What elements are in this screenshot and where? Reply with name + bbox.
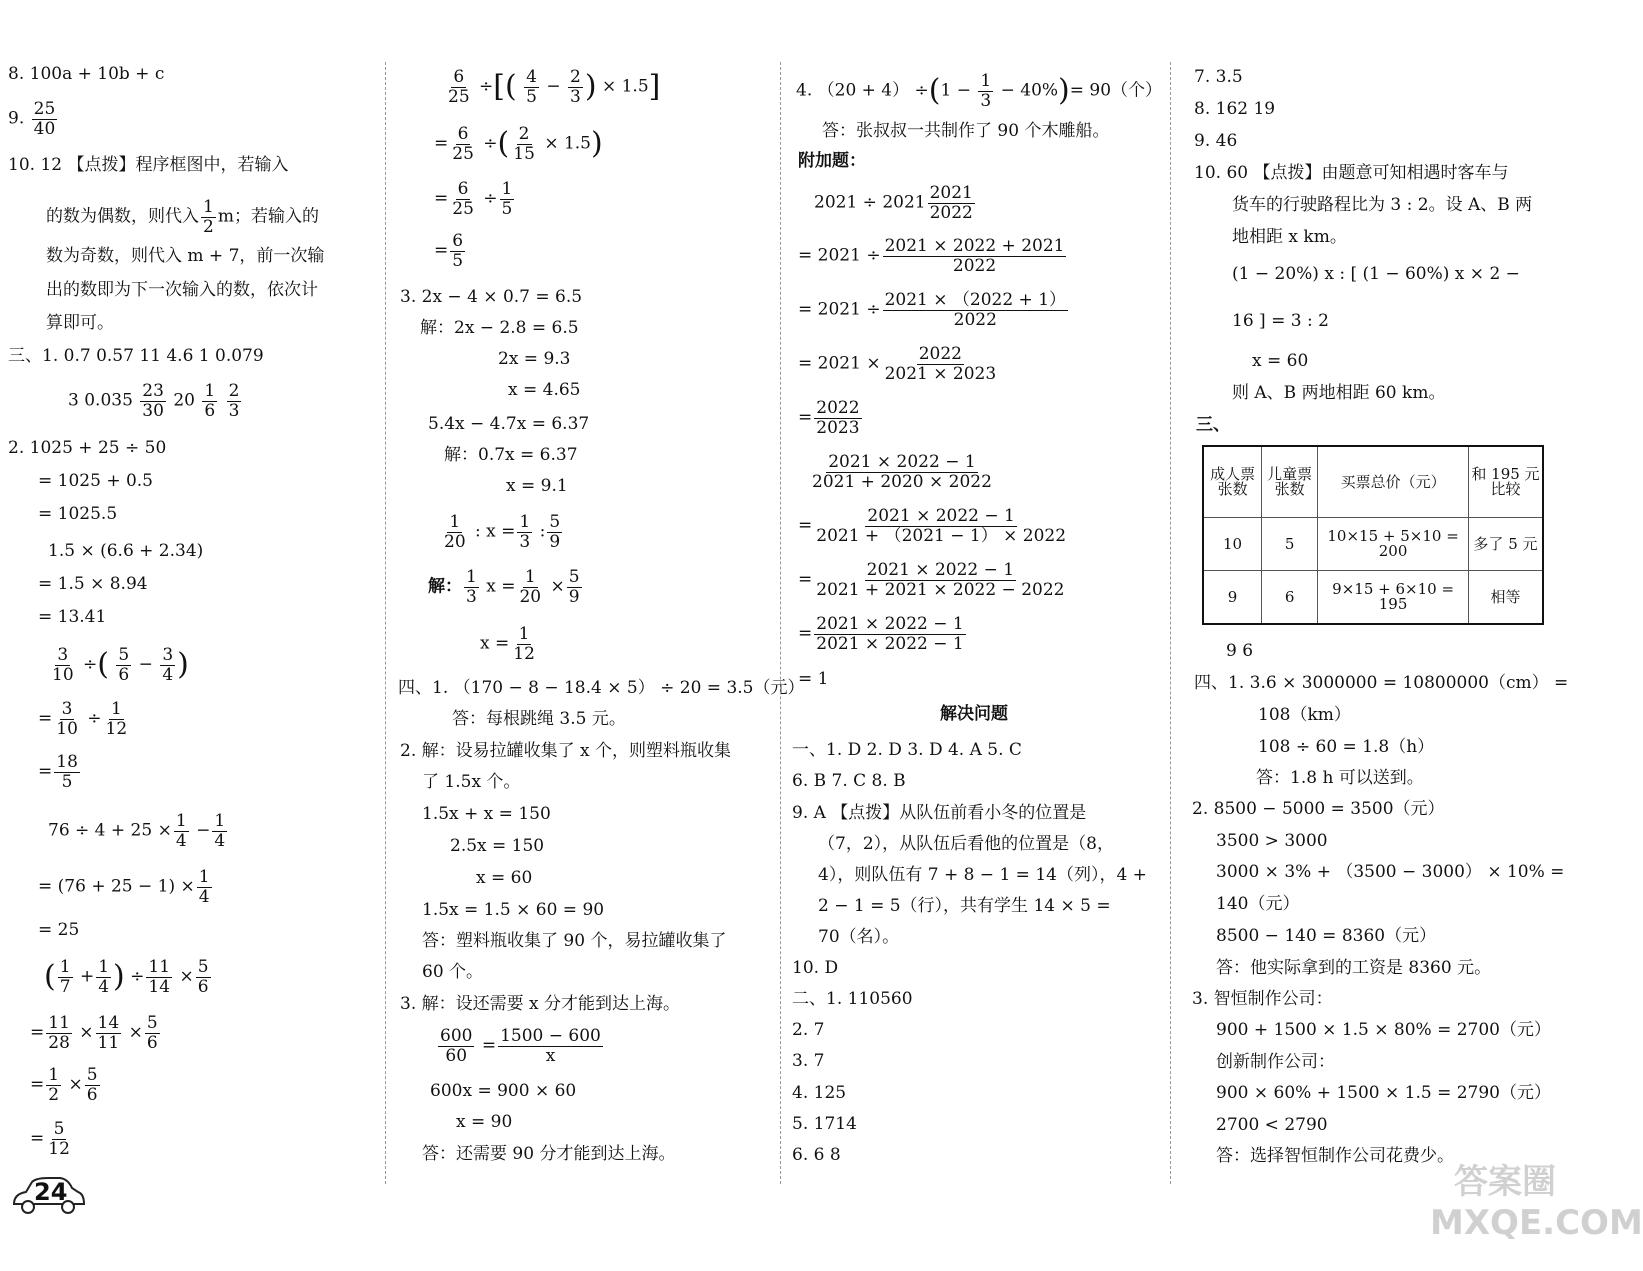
calc-step: = 2021 × $\frac{2022}{2021 \times 2023}$ [798,344,997,384]
calc-step: 3500 > 3000 [1216,831,1328,851]
column-2 [390,0,805,1271]
answer-9: 9. $\frac{25}{40}$ [8,99,56,139]
answer-line: 5. 1714 [792,1114,857,1134]
table-cell: 5 [1262,518,1318,571]
calc-step: = $\frac{6}{5}$ [434,231,464,271]
answer-2: 2. 解：设易拉罐收集了 x 个，则塑料瓶收集 [400,741,732,761]
column-divider [780,62,781,1184]
answer-3: 3. 2x − 4 × 0.7 = 6.5 [400,287,583,307]
bonus-heading: 附加题： [798,151,866,171]
watermark-logo [1430,1162,1643,1262]
column-3 [788,0,1168,1271]
table-header: 儿童票张数 [1262,446,1318,518]
answer-8: 8. 100a + 10b + c [8,64,165,84]
calc-step: = 2021 ÷ $\frac{2021 \times (2022 + 1)}{2022}$ [798,290,1067,330]
column-divider [385,62,386,1184]
calc-step: 600x = 900 × 60 [430,1081,577,1101]
calc-step: 76 ÷ 4 + 25 × $\frac{1}{4}$ − $\frac{1}{4}$ [48,811,226,851]
calc-step: 1.5 × (6.6 + 2.34) [48,541,204,561]
page-number-car-icon [8,1176,86,1216]
calc-step: = $\frac{5}{12}$ [30,1119,70,1159]
text-line: 的数为偶数，则代入 $\frac{1}{2}$ m；若输入的 [46,197,319,237]
watermark-text: 答案圈 MXQE.COM [1430,1162,1643,1243]
calc-step: = $\frac{1}{2}$ × $\frac{5}{6}$ [30,1065,98,1105]
calc-step: $\frac{6}{25}$ ÷[( $\frac{4}{5}$ − $\frac{2}{3}$ ) × 1.5] [448,67,661,107]
answer-text: 答：张叔叔一共制作了 90 个木雕船。 [822,121,1110,141]
answer-3: 3. 智恒制作公司： [1192,989,1333,1009]
ticket-table [1202,445,1544,625]
calc-step: $\frac{3}{10}$ ÷( $\frac{5}{6}$ − $\frac{3}{4}$ ) [52,645,189,685]
section-2-answer-1: 二、1. 110560 [792,989,913,1009]
answer-line: 3. 7 [792,1051,825,1071]
calc-step: (1 − 20%) x : [ (1 − 60%) x × 2 − [1232,264,1520,284]
answer-9: 9. A 【点拨】从队伍前看小冬的位置是 [792,803,1087,823]
answer-line: 4. 125 [792,1083,847,1103]
table-cell: 10×15 + 5×10 = 200 [1318,518,1469,571]
calc-step: $\frac{1}{20}$ : x = $\frac{1}{3}$ : $\frac{5}{9}$ [444,512,561,552]
answer-10: 10. 60 【点拨】由题意可知相遇时客车与 [1194,163,1509,183]
table-cell: 相等 [1468,571,1543,625]
calc-step: 108（km） [1258,705,1351,725]
answer-text: 答：他实际拿到的工资是 8360 元。 [1216,958,1492,978]
text-line: 出的数即为下一次输入的数，依次计 [46,280,318,300]
calc-step: = $\frac{3}{10}$ ÷ $\frac{1}{12}$ [38,699,128,739]
answer-text: 答：选择智恒制作公司花费少。 [1216,1146,1454,1166]
table-header-row [1203,446,1543,518]
column-divider [1170,62,1171,1184]
answer-text: 答：1.8 h 可以送到。 [1256,768,1424,788]
table-cell: 多了 5 元 [1468,518,1543,571]
calc-step: 解： $\frac{1}{3}$ x = $\frac{1}{20}$ × $\frac{5}{9}$ [428,567,580,607]
answer-3: 3. 解：设还需要 x 分才能到达上海。 [400,994,681,1014]
calc-step: x = 60 [1252,351,1309,371]
table-header: 买票总价（元） [1318,446,1469,518]
table-row [1203,518,1543,571]
calc-step: 2.5x = 150 [450,836,545,856]
text-line: 数为奇数，则代入 m + 7，前一次输 [46,246,325,266]
calc-step: 3000 × 3% + （3500 − 3000） × 10% = [1216,862,1565,882]
calc-step: 1.5x = 1.5 × 60 = 90 [422,900,605,920]
text-line: 2 − 1 = 5（行），共有学生 14 × 5 = [818,896,1111,916]
answer-line: 6. 6 8 [792,1145,841,1165]
text-line: 4），则队伍有 7 + 8 − 1 = 14（列），4 + [818,865,1147,885]
calc-step: 900 × 60% + 1500 × 1.5 = 2790（元） [1216,1083,1552,1103]
text-line: 货车的行驶路程比为 3 : 2。设 A、B 两 [1232,195,1533,215]
table-cell: 10 [1203,518,1262,571]
calc-step: 16 ] = 3 : 2 [1232,311,1329,331]
answer-10: 10. 12 【点拨】程序框图中，若输入 [8,155,289,175]
section-3-answer-2: 2. 1025 + 25 ÷ 50 [8,438,167,458]
answer-4: 4. （20 + 4） ÷(1 − $\frac{1}{3}$ − 40%)= 90（个） [796,71,1163,111]
column-1 [0,0,385,1271]
text-line: 了 1.5x 个。 [422,772,521,792]
text-line: 60 个。 [422,962,484,982]
section-heading: 解决问题 [940,704,1008,724]
calc-step: x = 9.1 [506,476,568,496]
calc-step: 108 ÷ 60 = 1.8（h） [1258,737,1435,757]
calc-step: $\frac{2021 \times 2022 - 1}{2021 + 2020 \times 2022}$ [812,452,992,492]
calc-step: = $\frac{11}{28}$ × $\frac{14}{11}$ × $\frac{5}{6}$ [30,1013,158,1053]
section-4-answer-1: 四、1. 3.6 × 3000000 = 10800000（cm） = [1194,673,1569,693]
calc-step: 8500 − 140 = 8360（元） [1216,926,1437,946]
text-line: 地相距 x km。 [1232,227,1347,247]
table-cell: 9 [1203,571,1262,625]
section-3-label: 三、 [1196,415,1230,435]
text-line: 则 A、B 两地相距 60 km。 [1232,383,1446,403]
calc-step: 5.4x − 4.7x = 6.37 [428,414,590,434]
calc-step: = $\frac{6}{25}$ ÷( $\frac{2}{15}$ × 1.5) [434,124,603,164]
calc-step: 解：2x − 2.8 = 6.5 [420,318,579,338]
fraction: $\frac{25}{40}$ [33,99,56,139]
calc-step: = (76 + 25 − 1) × $\frac{1}{4}$ [38,867,210,907]
table-cell: 9×15 + 6×10 = 195 [1318,571,1469,625]
calc-step: x = 4.65 [508,380,581,400]
answer-text: 答：塑料瓶收集了 90 个，易拉罐收集了 [422,931,727,951]
section-3-answer-1: 三、1. 0.7 0.57 11 4.6 1 0.079 [8,346,264,366]
answer-text: 答：每根跳绳 3.5 元。 [452,709,626,729]
calc-step: 2021 ÷ 2021 $\frac{2021}{2022}$ [814,183,973,223]
page-number: 24 [34,1178,68,1206]
calc-step: = $\frac{2021 \times 2022 - 1}{2021 + (2021 - 1) \times 2022}$ [798,506,1067,546]
text-line: （7，2），从队伍后看他的位置是（8， [818,834,1114,854]
calc-step: = 13.41 [38,607,107,627]
calc-step: = $\frac{6}{25}$ ÷ $\frac{1}{5}$ [434,179,513,219]
calc-step: 2x = 9.3 [498,349,571,369]
answer-2: 2. 8500 − 5000 = 3500（元） [1192,799,1445,819]
section-4-answer-1: 四、1. （170 − 8 − 18.4 × 5） ÷ 20 = 3.5（元） [398,678,805,698]
answer-10: 10. D [792,958,839,978]
calc-step: x = 60 [476,868,533,888]
calc-step: 1.5x + x = 150 [422,804,551,824]
table-row [1203,571,1543,625]
calc-step: 2700 < 2790 [1216,1115,1328,1135]
answer-text: 答：还需要 90 分才能到达上海。 [422,1144,676,1164]
calc-step: 解：0.7x = 6.37 [444,445,578,465]
calc-step: = $\frac{2021 \times 2022 - 1}{2021 + 2021 \times 2022 - 2022}$ [798,560,1065,600]
calc-step: x = 90 [456,1112,513,1132]
table-header: 成人票张数 [1203,446,1262,518]
calc-step: $\frac{600}{60}$ = $\frac{1500 - 600}{x}$ [440,1026,601,1066]
table-cell: 6 [1262,571,1318,625]
answer-line: 9 6 [1226,641,1254,661]
calc-step: = 25 [38,920,80,940]
answer-7: 7. 3.5 [1194,67,1243,87]
text-line: 70（名）。 [818,927,900,947]
answer-8: 8. 162 19 [1194,99,1276,119]
column-4 [1176,0,1643,1271]
calc-step: = 2021 ÷ $\frac{2021 \times 2022 + 2021}{2022}$ [798,236,1065,276]
text-line: 3 0.035 $\frac{23}{30}$ 20 $\frac{1}{6}$ $\frac{2}{3}$ [68,381,240,421]
calc-step: 140（元） [1216,894,1300,914]
answer-line: 6. B 7. C 8. B [792,771,906,791]
answer-9: 9. 46 [1194,131,1238,151]
calc-step: = 1025 + 0.5 [38,471,153,491]
calc-step: x = $\frac{1}{12}$ [480,624,535,664]
answer-line: 2. 7 [792,1020,825,1040]
calc-step: 900 + 1500 × 1.5 × 80% = 2700（元） [1216,1020,1552,1040]
calc-step: = $\frac{2022}{2023}$ [798,398,860,438]
calc-step: = $\frac{18}{5}$ [38,752,78,792]
section-1-answers: 一、1. D 2. D 3. D 4. A 5. C [792,740,1022,760]
text-line: 创新制作公司： [1216,1052,1335,1072]
calc-step: = 1 [798,669,829,689]
text-line: 算即可。 [46,313,114,333]
table-header: 和 195 元比较 [1468,446,1543,518]
calc-step: = $\frac{2021 \times 2022 - 1}{2021 \times 2022 - 1}$ [798,614,964,654]
calc-step: = 1.5 × 8.94 [38,574,148,594]
calc-step: = 1025.5 [38,504,118,524]
calc-step: ( $\frac{1}{7}$ + $\frac{1}{4}$ ) ÷ $\frac{11}{14}$ × $\frac{5}{6}$ [44,957,209,997]
